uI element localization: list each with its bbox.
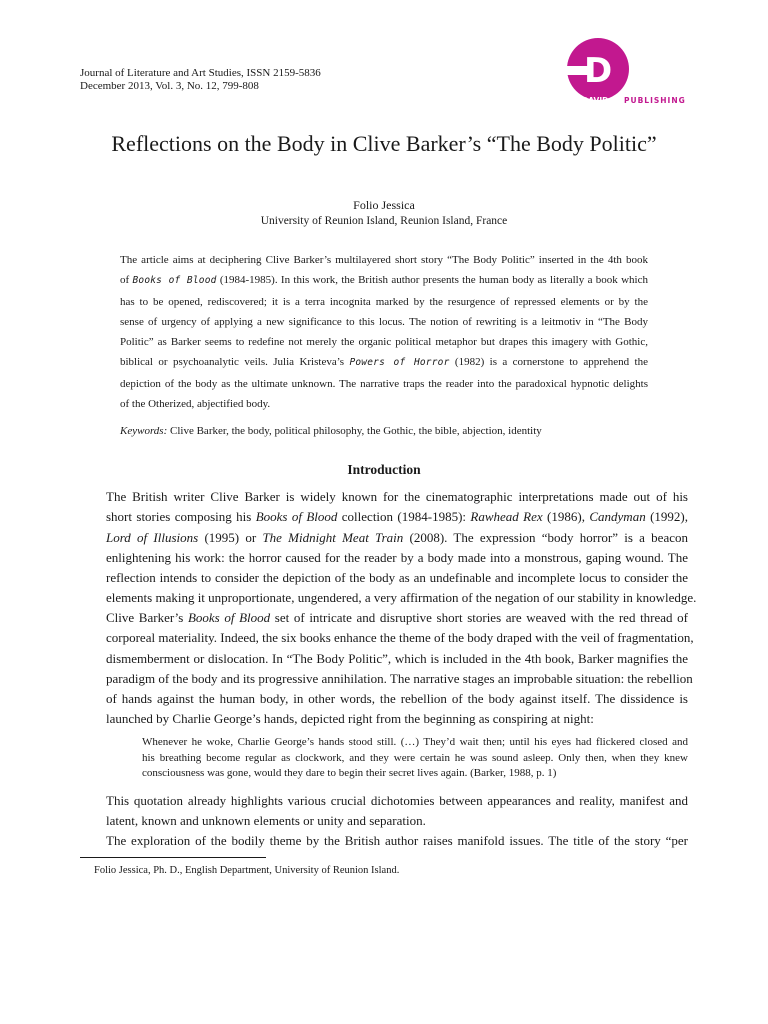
text-run: (1995) or [198,529,263,545]
abstract-line: The article aims at deciphering Clive Barker’s multilayered short story “The Body Politic” inserted in the 4th book [120,254,648,266]
keywords-label: Keywords: [120,425,168,437]
text-run: collection (1984-1985): [337,509,471,525]
text-run: Clive Barker’s [106,610,188,625]
journal-line-1: Journal of Literature and Art Studies, ISSN 2159-5836 [80,67,321,79]
author-affiliation: University of Reunion Island, Reunion Island, France [260,215,508,227]
abstract-line [120,270,648,291]
quote-line: his breathing become regular as clockwork, and they were certain he was sound asleep. Only then, when they knew [142,751,688,764]
quote-line: consciousness was gone, would they dare to begin their secret lives again. (Barker, 1988, p. 1) [142,767,557,779]
body-line [80,528,688,548]
abstract-line: of the Otherized, abjectified body. [120,398,271,411]
author-name: Folio Jessica [353,198,415,212]
work-title: Books of Blood [187,610,271,625]
footnote-rule [80,857,266,858]
article-title: Reflections on the Body in Clive Barker’s “The Body Politic” [111,131,657,156]
text-run: (1982) is a cornerstone to apprehend the [449,356,648,369]
body-line: elements making it unproportionate, ungendered, a very affirmation of the negation of our stability in knowledge. [106,590,697,606]
body-line: reflection intends to consider the depiction of the body as an undefinable and incomplete locus to consider the [106,570,688,586]
body-line: of hands against the human body, in other words, the rebellion of the body against itself. The dissidence is [106,691,688,707]
abstract-line: sense of urgency of applying a new significance to this locus. The notion of rewriting is a leitmotiv in “The Body [120,315,648,328]
body-line: The British writer Clive Barker is widely known for the cinematographic interpretations made out of his [106,489,688,504]
body-line: launched by Charlie George’s hands, depicted right from the beginning as conspiring at night: [106,711,594,727]
work-title: Books of Blood [255,509,338,525]
keywords-text: Clive Barker, the body, political philosophy, the Gothic, the bible, abjection, identity [167,425,542,437]
section-heading: Introduction [347,462,421,477]
text-run: (1984-1985). In this work, the British author presents the human body as literally a book which [216,274,648,287]
publisher-logo [562,38,698,108]
work-title: Candyman [589,509,646,525]
abstract-line: Politic” as Barker seems to redefine not merely the organic political metaphor but drapes this imagery with Gothic, [120,336,648,349]
text-run: (2008). The expression “body horror” is a beacon [403,529,688,545]
book-title: Powers of Horror [349,357,450,369]
quote-line: Whenever he woke, Charlie George’s hands stood still. (…) They’d wait then; until his eyes had flickered closed and [142,736,688,748]
text-run: set of intricate and disruptive short stories are weaved with the red thread of [270,610,689,625]
abstract [120,250,648,414]
paragraph-3 [80,791,688,832]
paragraph-2 [80,608,694,730]
body-line: dismemberment or dislocation. In “The Body Politic”, which is included in the 4th book, Barker magnifies the [106,650,688,666]
body-line: The exploration of the bodily theme by the British author raises manifold issues. The title of the story “per [106,833,688,848]
text-run: of [120,274,133,287]
text-run: (1986), [542,509,590,525]
logo-word-david: DAVID [582,96,609,105]
journal-line-2: December 2013, Vol. 3, No. 12, 799-808 [80,80,259,92]
body-line: latent, known and unknown elements or unity and separation. [106,813,426,829]
body-line [80,507,688,527]
paragraph-1 [80,487,697,609]
text-run: biblical or psychoanalytic veils. Julia Kristeva’s [120,356,350,369]
logo-word-publishing: PUBLISHING [624,96,686,105]
work-title: Rawhead Rex [470,509,543,525]
work-title: The Midnight Meat Train [262,529,404,545]
book-title: Books of Blood [132,275,217,287]
abstract-line: has to be opened, rediscovered; it is a terra incognita marked by the resurgence of repressed elements or by the [120,295,648,308]
text-run: short stories composing his [106,509,256,525]
block-quote [142,735,688,782]
abstract-line: depiction of the body as the ultimate unknown. The narrative traps the reader into the paradoxical hypnotic delights [120,377,648,390]
work-title: Lord of Illusions [106,529,199,545]
body-line [80,608,688,628]
body-line: corporeal materiality. Indeed, the six books enhance the theme of the body draped with the veil of fragmentation, [106,630,694,646]
body-line: paradigm of the body and its progressive annihilation. The narrative stages an improbable situation: the rebellion [106,670,693,686]
keywords [120,425,660,437]
body-line: This quotation already highlights various crucial dichotomies between appearances and reality, manifest and [106,793,688,808]
text-run: (1992), [645,509,688,525]
paragraph-4 [80,831,688,851]
logo-letter: D [584,51,613,91]
body-line: enlightening his work: the horror caused for the reader by a body made into a monstrous, gaping wound. The [106,549,688,565]
footnote: Folio Jessica, Ph. D., English Department, University of Reunion Island. [94,865,400,876]
abstract-line [120,352,648,373]
journal-info [80,67,321,93]
